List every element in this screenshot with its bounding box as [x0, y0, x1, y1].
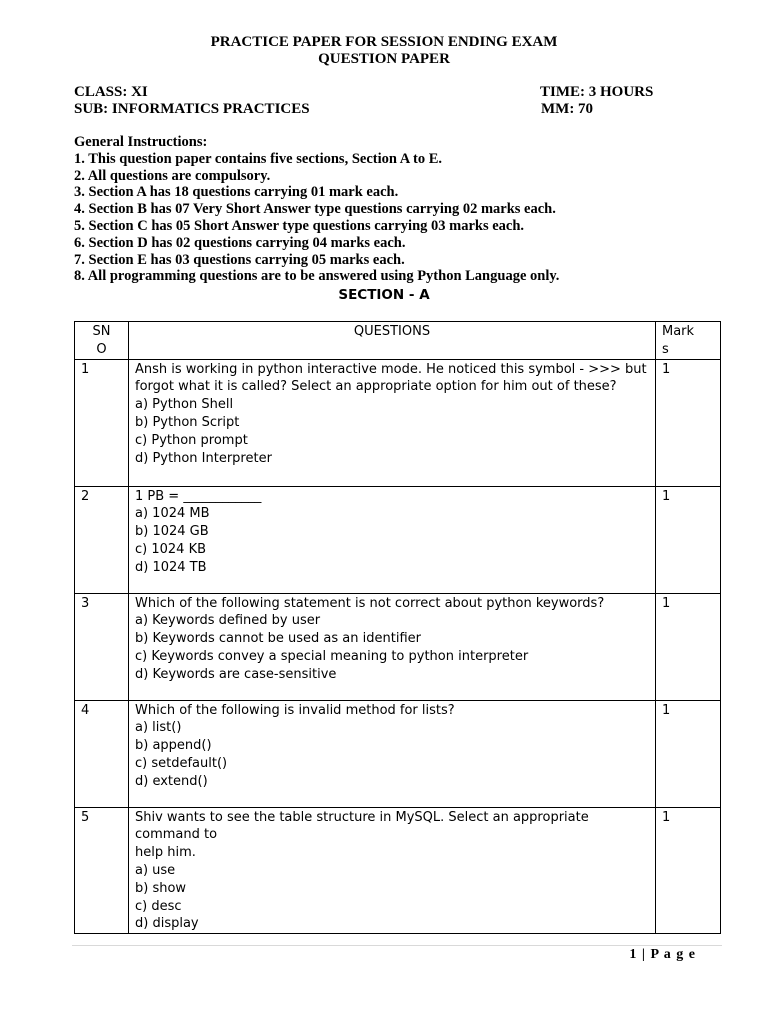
question-marks: 1 — [656, 486, 721, 593]
option-line: d) Keywords are case-sensitive — [135, 666, 337, 682]
time-label: TIME: 3 HOURS — [540, 84, 654, 100]
instructions-heading: General Instructions: — [74, 134, 208, 150]
instruction-item: 3. Section A has 18 questions carrying 01 mark each. — [74, 184, 399, 201]
questions-table — [74, 321, 721, 934]
sno-header — [75, 322, 129, 360]
option-line: a) Keywords defined by user — [135, 613, 321, 629]
question-line: forgot what it is called? Select an appropriate option for him out of these? — [135, 379, 617, 395]
question-marks: 1 — [656, 593, 721, 700]
question-text — [129, 486, 656, 593]
option-line: c) Keywords convey a special meaning to python interpreter — [135, 648, 529, 664]
marks-header — [656, 322, 721, 360]
question-line: Which of the following is invalid method for lists? — [135, 702, 455, 718]
question-number: 5 — [75, 807, 129, 934]
question-marks: 1 — [656, 359, 721, 486]
option-line: a) Python Shell — [135, 397, 234, 413]
option-line: b) 1024 GB — [135, 524, 209, 540]
option-line: a) 1024 MB — [135, 506, 210, 522]
sno-header-line: O — [96, 341, 107, 357]
option-line: c) 1024 KB — [135, 541, 207, 557]
option-line: d) 1024 TB — [135, 559, 207, 575]
option-line: d) display — [135, 916, 199, 932]
question-line: Ansh is working in python interactive mode. He noticed this symbol - >>> but — [135, 361, 647, 377]
question-line: Shiv wants to see the table structure in MySQL. Select an appropriate command to — [135, 809, 589, 843]
table-row — [75, 486, 721, 593]
question-text — [129, 807, 656, 934]
instruction-item: 8. All programming questions are to be answered using Python Language only. — [74, 268, 560, 285]
table-row — [75, 807, 721, 934]
questions-header: QUESTIONS — [129, 322, 656, 360]
option-line: b) Python Script — [135, 414, 240, 430]
table-row — [75, 700, 721, 807]
question-number: 1 — [75, 359, 129, 486]
question-line: help him. — [135, 845, 196, 861]
instruction-item: 1. This question paper contains five sections, Section A to E. — [74, 150, 443, 167]
question-line: Which of the following statement is not correct about python keywords? — [135, 595, 605, 611]
option-line: b) Keywords cannot be used as an identifier — [135, 631, 421, 647]
instruction-item: 2. All questions are compulsory. — [74, 167, 271, 184]
question-text — [129, 359, 656, 486]
option-line: c) desc — [135, 898, 182, 914]
option-line: c) setdefault() — [135, 755, 228, 771]
option-line: b) append() — [135, 738, 212, 754]
question-line: 1 PB = ____________ — [135, 488, 262, 504]
paper-subtitle: QUESTION PAPER — [318, 51, 450, 67]
instruction-item: 5. Section C has 05 Short Answer type questions carrying 03 marks each. — [74, 217, 525, 234]
question-number: 4 — [75, 700, 129, 807]
question-text — [129, 593, 656, 700]
sno-header-line: SN — [92, 324, 111, 339]
option-line: a) list() — [135, 720, 182, 736]
marks-header-line: s — [662, 341, 669, 357]
table-row — [75, 359, 721, 486]
instruction-item: 4. Section B has 07 Very Short Answer type questions carrying 02 marks each. — [74, 201, 556, 218]
question-number: 3 — [75, 593, 129, 700]
question-text — [129, 700, 656, 807]
instruction-item: 7. Section E has 03 questions carrying 05 marks each. — [74, 251, 405, 268]
section-title: SECTION - A — [338, 287, 430, 303]
option-line: d) extend() — [135, 773, 208, 789]
option-line: c) Python prompt — [135, 432, 248, 448]
instruction-item: 6. Section D has 02 questions carrying 04 marks each. — [74, 234, 406, 251]
marks-header-line: Mark — [662, 324, 695, 339]
class-label: CLASS: XI — [74, 84, 148, 100]
general-instructions — [74, 134, 559, 285]
question-marks: 1 — [656, 700, 721, 807]
subject-label: SUB: INFORMATICS PRACTICES — [74, 101, 310, 117]
question-number: 2 — [75, 486, 129, 593]
paper-title: PRACTICE PAPER FOR SESSION ENDING EXAM — [210, 34, 558, 50]
question-marks: 1 — [656, 807, 721, 934]
page-number: 1 | P a g e — [629, 947, 696, 962]
option-line: a) use — [135, 862, 176, 878]
max-marks-label: MM: 70 — [541, 101, 594, 117]
option-line: d) Python Interpreter — [135, 450, 272, 466]
footer-divider — [72, 945, 722, 946]
table-header-row — [75, 322, 721, 360]
option-line: b) show — [135, 880, 187, 896]
table-row — [75, 593, 721, 700]
